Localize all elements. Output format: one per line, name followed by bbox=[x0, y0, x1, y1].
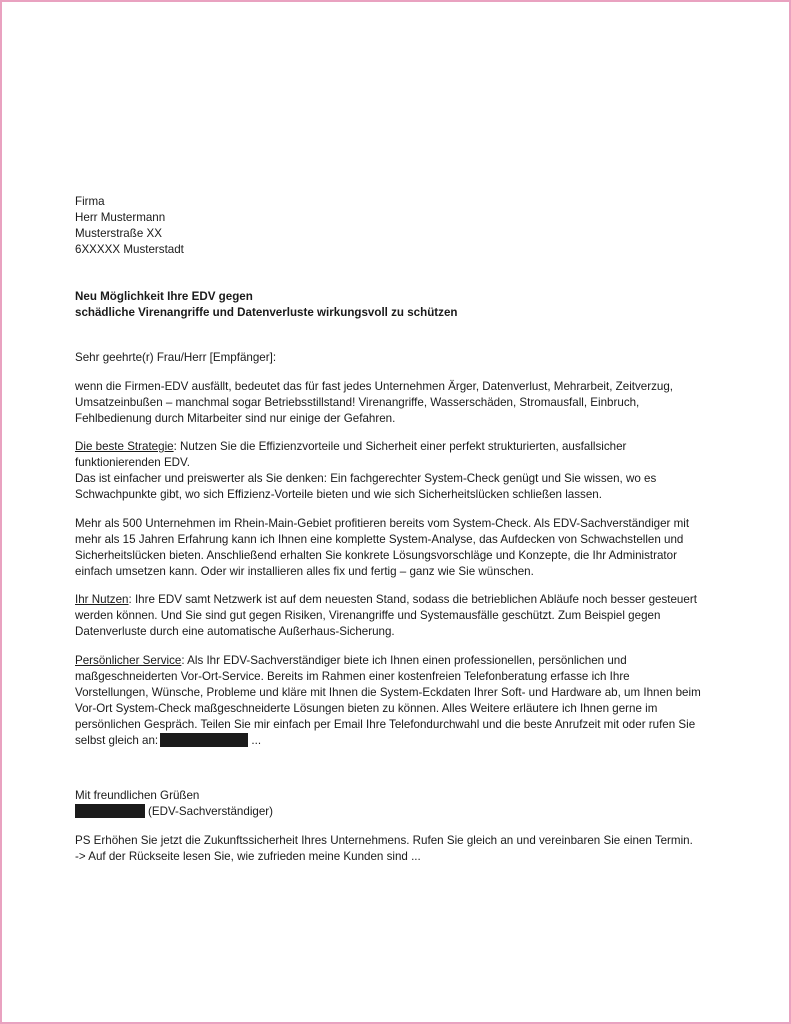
service-heading: Persönlicher Service bbox=[75, 654, 182, 667]
paragraph-line: Fehlbedienung durch Mitarbeiter sind nur einige der Gefahren. bbox=[75, 412, 396, 425]
paragraph-intro bbox=[75, 379, 715, 427]
paragraph-line: wenn die Firmen-EDV ausfällt, bedeutet das für fast jedes Unternehmen Ärger, Datenverlust, Mehrarbeit, Zeitverzug, bbox=[75, 380, 674, 393]
paragraph-service bbox=[75, 653, 723, 749]
service-last-line-end: ... bbox=[251, 734, 262, 747]
redacted-phone-number bbox=[160, 733, 248, 747]
paragraph-line: Mehr als 500 Unternehmen im Rhein-Main-Gebiet profitieren bereits vom System-Check. Als EDV-Sachverständiger mit bbox=[75, 517, 690, 530]
address-recipient: Herr Mustermann bbox=[75, 211, 166, 224]
address-street: Musterstraße XX bbox=[75, 227, 162, 240]
service-last-line-start: selbst gleich an: bbox=[75, 734, 159, 747]
postscript-line-1: PS Erhöhen Sie jetzt die Zukunftssicherheit Ihres Unternehmens. Rufen Sie gleich an und vereinbaren Sie einen Termin. bbox=[75, 834, 693, 847]
paragraph-line: werden können. Und Sie sind gut gegen Risiken, Virenangriffe und Systemausfälle geschützt. Zum Beispiel gegen bbox=[75, 609, 661, 622]
paragraph-line: Schwachpunkte gibt, wo sich Effizienz-Vorteile bieten und wie sich Sicherheitslücken schließen lassen. bbox=[75, 488, 602, 501]
address-city: 6XXXXX Musterstadt bbox=[75, 243, 184, 256]
recipient-address bbox=[75, 194, 184, 258]
paragraph-line: : Als Ihr EDV-Sachverständiger biete ich Ihnen einen professionellen, persönlichen und bbox=[181, 654, 627, 667]
subject-line-2: schädliche Virenangriffe und Datenverluste wirkungsvoll zu schützen bbox=[75, 306, 458, 319]
closing-greeting: Mit freundlichen Grüßen bbox=[75, 789, 200, 802]
paragraph-line: Vorstellungen, Wünsche, Probleme und kläre mit Ihnen die System-Eckdaten Ihrer Soft- und Hardware ab, um Ihnen beim bbox=[75, 686, 701, 699]
benefit-heading: Ihr Nutzen bbox=[75, 593, 129, 606]
paragraph-line: maßgeschneiderten Vor-Ort-Service. Bereits im Rahmen einer kostenfreien Telefonberatung erfasse ich Ihre bbox=[75, 670, 630, 683]
strategy-heading: Die beste Strategie bbox=[75, 440, 174, 453]
paragraph-line: mehr als 15 Jahren Erfahrung kann ich Ihnen eine komplette System-Analyse, das Aufdecken von Schwachstellen und bbox=[75, 533, 684, 546]
paragraph-line: Vor-Ort System-Check maßgeschneiderte Lösungen bieten zu können. Alles Weitere erläutere ich Ihnen gerne im bbox=[75, 702, 658, 715]
paragraph-line: funktionierenden EDV. bbox=[75, 456, 190, 469]
paragraph-benefit bbox=[75, 592, 715, 640]
paragraph-line: einfach umsetzen kann. Oder wir installieren alles fix und fertig – ganz wie Sie wünschen. bbox=[75, 565, 534, 578]
paragraph-line: Umsatzeinbußen – manchmal sogar Betriebsstillstand! Virenangriffe, Wasserschäden, Stromausfall, Einbruch, bbox=[75, 396, 640, 409]
paragraph-line: Sicherheitslücken bieten. Anschließend erhalten Sie konkrete Lösungsvorschläge und Konzepte, die Ihr Administrator bbox=[75, 549, 677, 562]
paragraph-experience bbox=[75, 516, 715, 580]
paragraph-line: : Ihre EDV samt Netzwerk ist auf dem neuesten Stand, sodass die betrieblichen Abläufe noch besser gesteuert bbox=[128, 593, 697, 606]
postscript-line-2: -> Auf der Rückseite lesen Sie, wie zufrieden meine Kunden sind ... bbox=[75, 850, 421, 863]
paragraph-line: : Nutzen Sie die Effizienzvorteile und Sicherheit einer perfekt strukturierten, ausfallsicher bbox=[173, 440, 627, 453]
address-company: Firma bbox=[75, 195, 105, 208]
paragraph-line: persönlichen Gespräch. Teilen Sie mir einfach per Email Ihre Telefondurchwahl und die beste Anrufzeit mit oder rufen Sie bbox=[75, 718, 696, 731]
redacted-signature-name bbox=[75, 804, 145, 818]
subject-line bbox=[75, 289, 457, 321]
subject-line-1: Neu Möglichkeit Ihre EDV gegen bbox=[75, 290, 253, 303]
paragraph-line: Das ist einfacher und preiswerter als Sie denken: Ein fachgerechter System-Check genügt und Sie wissen, wo es bbox=[75, 472, 657, 485]
paragraph-strategy bbox=[75, 439, 715, 503]
postscript bbox=[75, 833, 725, 865]
salutation: Sehr geehrte(r) Frau/Herr [Empfänger]: bbox=[75, 351, 277, 364]
paragraph-line: Datenverluste durch eine automatische Außerhaus-Sicherung. bbox=[75, 625, 395, 638]
signature-title: (EDV-Sachverständiger) bbox=[148, 805, 274, 818]
closing-block bbox=[75, 788, 273, 820]
